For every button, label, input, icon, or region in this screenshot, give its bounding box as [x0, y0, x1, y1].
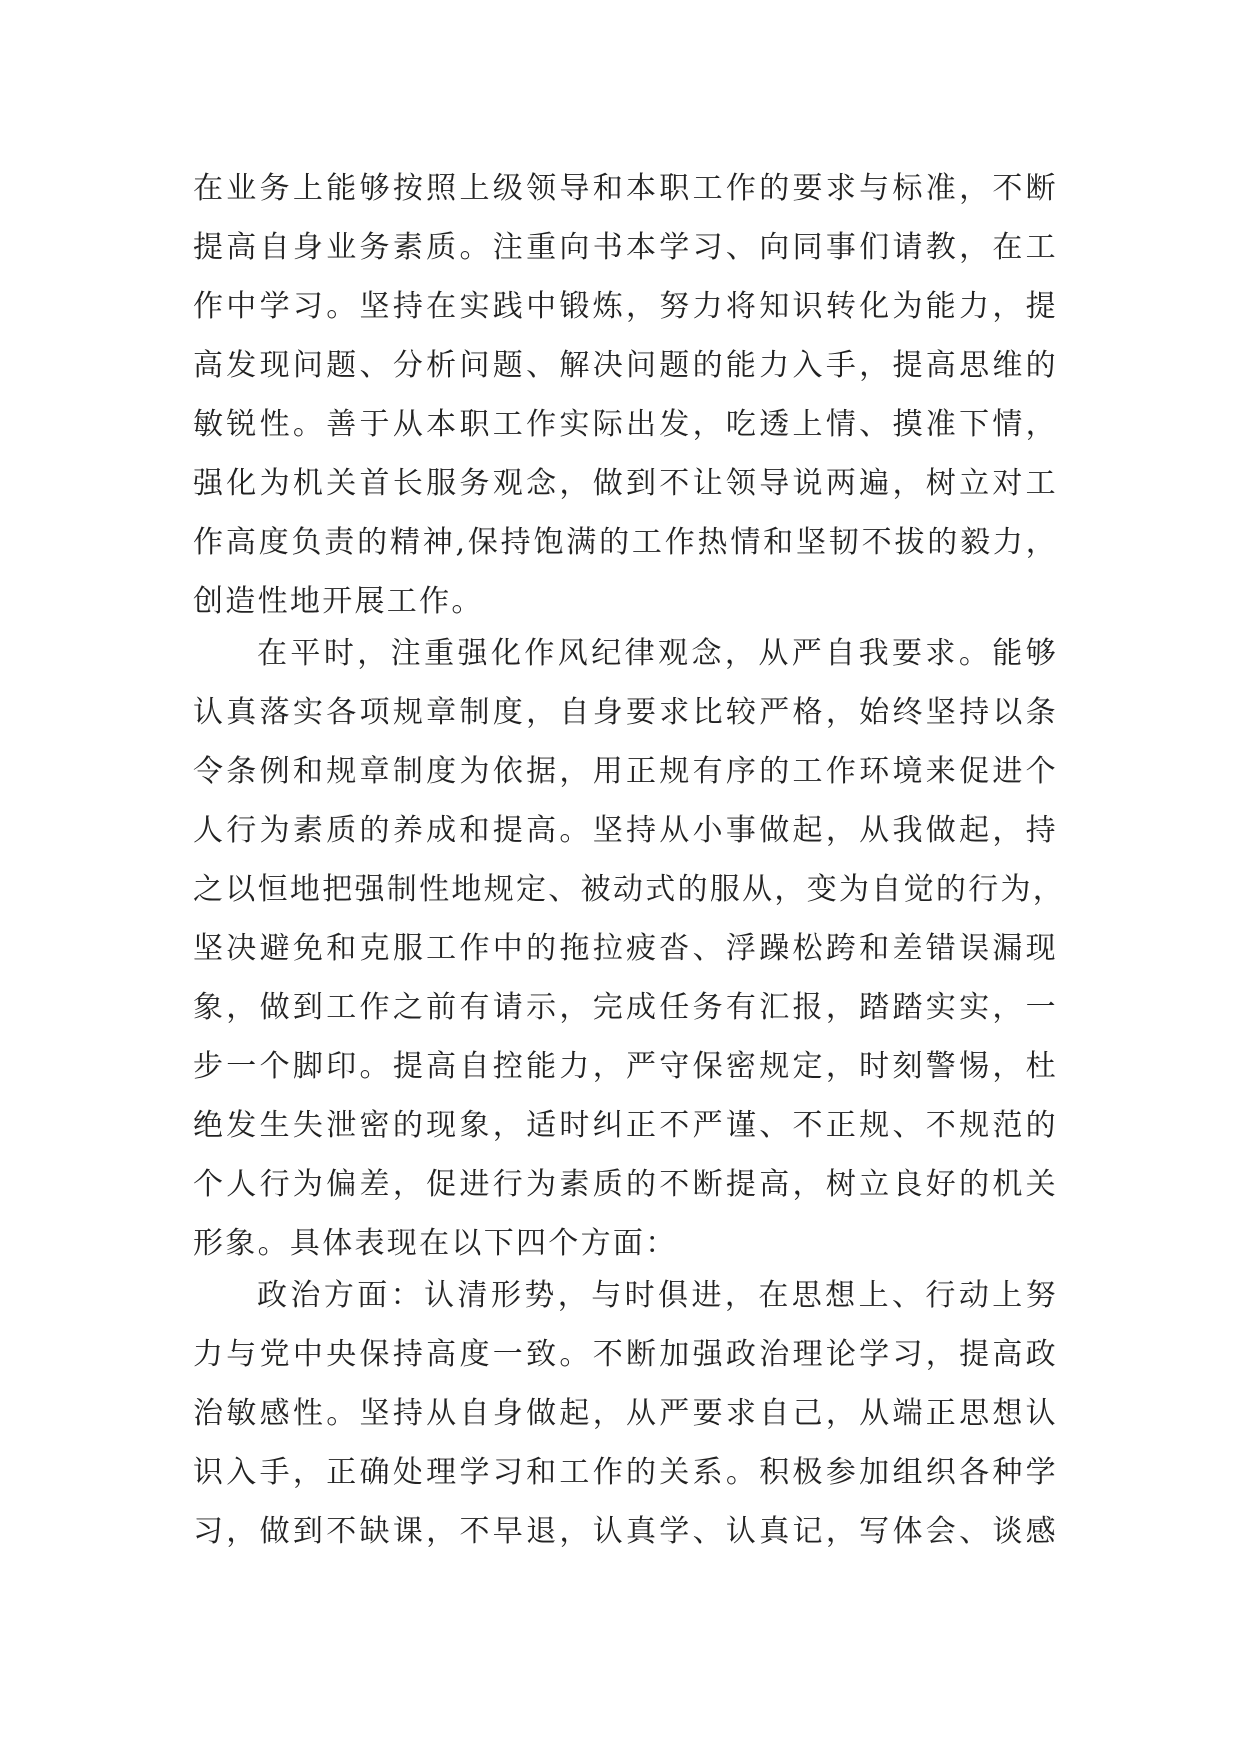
text-line: 之以恒地把强制性地规定、被动式的服从，变为自觉的行为， [193, 872, 1066, 907]
text-line: 形象。具体表现在以下四个方面： [193, 1226, 678, 1261]
text-line: 创造性地开展工作。 [193, 584, 484, 619]
text-line: 令条例和规章制度为依据，用正规有序的工作环境来促进个 [193, 754, 1058, 789]
text-line: 高发现问题、分析问题、解决问题的能力入手，提高思维的 [193, 348, 1058, 383]
text-line: 作高度负责的精神,保持饱满的工作热情和坚韧不拔的毅力， [193, 525, 1058, 560]
text-line: 认真落实各项规章制度，自身要求比较严格，始终坚持以条 [193, 695, 1058, 730]
text-line: 习，做到不缺课，不早退，认真学、认真记，写体会、谈感 [193, 1514, 1058, 1549]
text-line: 作中学习。坚持在实践中锻炼，努力将知识转化为能力，提 [193, 289, 1058, 324]
paragraph-political [193, 1266, 1058, 1561]
text-line: 治敏感性。坚持从自身做起，从严要求自己，从端正思想认 [193, 1396, 1058, 1431]
text-line: 步一个脚印。提高自控能力，严守保密规定，时刻警惕，杜 [193, 1049, 1058, 1084]
text-line: 象，做到工作之前有请示，完成任务有汇报，踏踏实实，一 [193, 990, 1058, 1025]
text-line: 个人行为偏差，促进行为素质的不断提高，树立良好的机关 [193, 1167, 1058, 1202]
text-line: 在平时，注重强化作风纪律观念，从严自我要求。能够 [257, 636, 1058, 671]
text-line: 强化为机关首长服务观念，做到不让领导说两遍，树立对工 [193, 466, 1058, 501]
text-line: 识入手，正确处理学习和工作的关系。积极参加组织各种学 [193, 1455, 1058, 1490]
text-line: 人行为素质的养成和提高。坚持从小事做起，从我做起，持 [193, 813, 1058, 848]
text-line: 敏锐性。善于从本职工作实际出发，吃透上情、摸准下情， [193, 407, 1058, 442]
text-line: 政治方面：认清形势，与时俱进，在思想上、行动上努 [257, 1278, 1058, 1313]
text-line: 坚决避免和克服工作中的拖拉疲沓、浮躁松跨和差错误漏现 [193, 931, 1058, 966]
paragraph-discipline [193, 624, 1066, 1273]
text-line: 绝发生失泄密的现象，适时纠正不严谨、不正规、不规范的 [193, 1108, 1058, 1143]
text-line: 力与党中央保持高度一致。不断加强政治理论学习，提高政 [193, 1337, 1058, 1372]
text-line: 在业务上能够按照上级领导和本职工作的要求与标准，不断 [193, 171, 1058, 206]
paragraph-business-quality [193, 159, 1058, 631]
text-line: 提高自身业务素质。注重向书本学习、向同事们请教，在工 [193, 230, 1058, 265]
